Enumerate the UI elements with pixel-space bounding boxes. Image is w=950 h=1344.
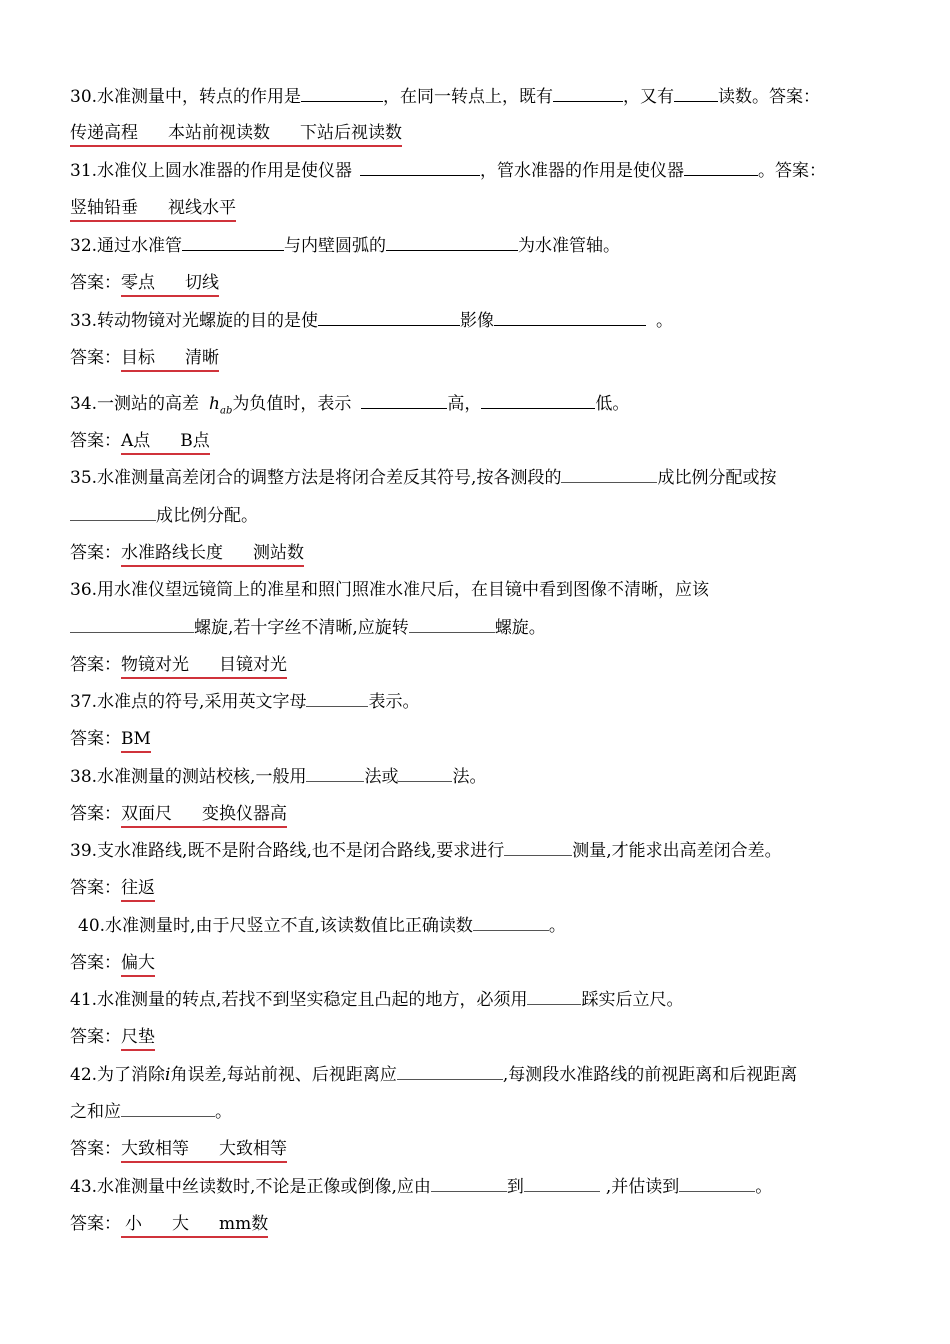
answer-31 bbox=[70, 197, 236, 222]
question-37: 37.水准点的符号,采用英文字母 表示。 bbox=[70, 692, 420, 712]
blank bbox=[561, 481, 657, 483]
question-36-cont: 螺旋,若十字丝不清晰,应旋转 螺旋。 bbox=[70, 617, 546, 639]
question-36: 36.用水准仪望远镜筒上的准星和照门照准水准尺后，在目镜中看到图像不清晰，应该 bbox=[70, 580, 710, 600]
question-33: 33.转动物镜对光螺旋的目的是使 影像 。 bbox=[70, 311, 674, 331]
answer-32: 答案：零点 切线 bbox=[70, 272, 219, 297]
question-39: 39.支水准路线,既不是附合路线,也不是闭合路线,要求进行 测量,才能求出高差闭合差。 bbox=[70, 841, 782, 861]
blank bbox=[360, 174, 480, 176]
blank bbox=[318, 324, 460, 326]
blank bbox=[674, 100, 718, 102]
blank bbox=[361, 407, 447, 409]
question-35: 35.水准测量高差闭合的调整方法是将闭合差反其符号,按各测段的 成比例分配或按 bbox=[70, 468, 777, 488]
answer-42: 答案：大致相等 大致相等 bbox=[70, 1138, 287, 1163]
answer-37: 答案：BM bbox=[70, 728, 151, 753]
blank bbox=[527, 1003, 581, 1005]
blank bbox=[70, 519, 156, 521]
answer-underline: 尺垫 bbox=[121, 1026, 155, 1051]
answer-38: 答案：双面尺 变换仪器高 bbox=[70, 803, 287, 828]
question-43: 43.水准测量中丝读数时,不论是正像或倒像,应由 到 ,并估读到 。 bbox=[70, 1177, 773, 1197]
answer-35: 答案：水准路线长度 测站数 bbox=[70, 542, 304, 567]
answer-34: 答案：A点 B点 bbox=[70, 430, 210, 455]
blank bbox=[397, 1078, 503, 1080]
question-32: 32.通过水准管 与内壁圆弧的 为水准管轴。 bbox=[70, 236, 621, 256]
blank bbox=[494, 324, 646, 326]
answer-36: 答案：物镜对光 目镜对光 bbox=[70, 654, 287, 679]
h-ab-symbol: $h_{ab}$ bbox=[209, 394, 233, 417]
answer-39: 答案：往返 bbox=[70, 877, 155, 902]
answer-41: 答案：尺垫 bbox=[70, 1026, 155, 1051]
question-31: 31.水准仪上圆水准器的作用是使仪器 ，管水准器的作用是使仪器 。答案： bbox=[70, 161, 827, 181]
blank bbox=[409, 631, 495, 633]
answer-40: 答案：偏大 bbox=[70, 952, 155, 977]
blank bbox=[386, 249, 518, 251]
answer-underline: BM bbox=[121, 728, 151, 753]
answer-underline: 偏大 bbox=[121, 952, 155, 977]
question-38: 38.水准测量的测站校核,一般用 法或 法。 bbox=[70, 767, 487, 787]
answer-underline: 双面尺 变换仪器高 bbox=[121, 803, 287, 828]
blank bbox=[504, 854, 572, 856]
answer-underline: 小 大 mm数 bbox=[121, 1213, 268, 1238]
question-41: 41.水准测量的转点,若找不到坚实稳定且凸起的地方，必须用 踩实后立尺。 bbox=[70, 990, 684, 1010]
blank bbox=[306, 780, 364, 782]
answer-underline: A点 B点 bbox=[121, 430, 210, 455]
blank bbox=[481, 407, 595, 409]
answer-underline: 目标 清晰 bbox=[121, 347, 219, 372]
blank bbox=[70, 631, 194, 633]
question-34: 34.一测站的高差 $h_{ab}$为负值时，表示 高， 低。 bbox=[70, 394, 630, 417]
question-42-cont: 之和应 。 bbox=[70, 1102, 232, 1122]
blank bbox=[553, 100, 623, 102]
answer-30 bbox=[70, 122, 402, 147]
i-symbol: i bbox=[165, 1065, 171, 1085]
blank bbox=[679, 1190, 755, 1192]
blank bbox=[684, 174, 758, 176]
question-30: 30.水准测量中，转点的作用是 ，在同一转点上，既有 ，又有 读数。答案： bbox=[70, 87, 821, 107]
answer-underline: 零点 切线 bbox=[121, 272, 219, 297]
blank bbox=[121, 1115, 215, 1117]
answer-33: 答案：目标 清晰 bbox=[70, 347, 219, 372]
question-42: 42.为了消除i角误差,每站前视、后视距离应 ,每测段水准路线的前视距离和后视距离 bbox=[70, 1065, 798, 1085]
question-35-cont: 成比例分配。 bbox=[70, 505, 258, 527]
question-40: 40.水准测量时,由于尺竖立不直,该读数值比正确读数 。 bbox=[78, 916, 566, 936]
blank bbox=[398, 780, 452, 782]
blank bbox=[431, 1190, 507, 1192]
answer-underline: 水准路线长度 测站数 bbox=[121, 542, 304, 567]
answer-underline: 往返 bbox=[121, 877, 155, 902]
blank bbox=[182, 249, 284, 251]
answer-underline: 大致相等 大致相等 bbox=[121, 1138, 287, 1163]
blank bbox=[524, 1190, 600, 1192]
answer-underline: 竖轴铅垂 视线水平 bbox=[70, 197, 236, 222]
answer-underline: 物镜对光 目镜对光 bbox=[121, 654, 287, 679]
blank bbox=[306, 705, 368, 707]
answer-43: 答案： 小 大 mm数 bbox=[70, 1213, 268, 1238]
blank bbox=[301, 100, 383, 102]
answer-underline: 传递高程 本站前视读数 下站后视读数 bbox=[70, 122, 402, 147]
blank bbox=[473, 929, 549, 931]
